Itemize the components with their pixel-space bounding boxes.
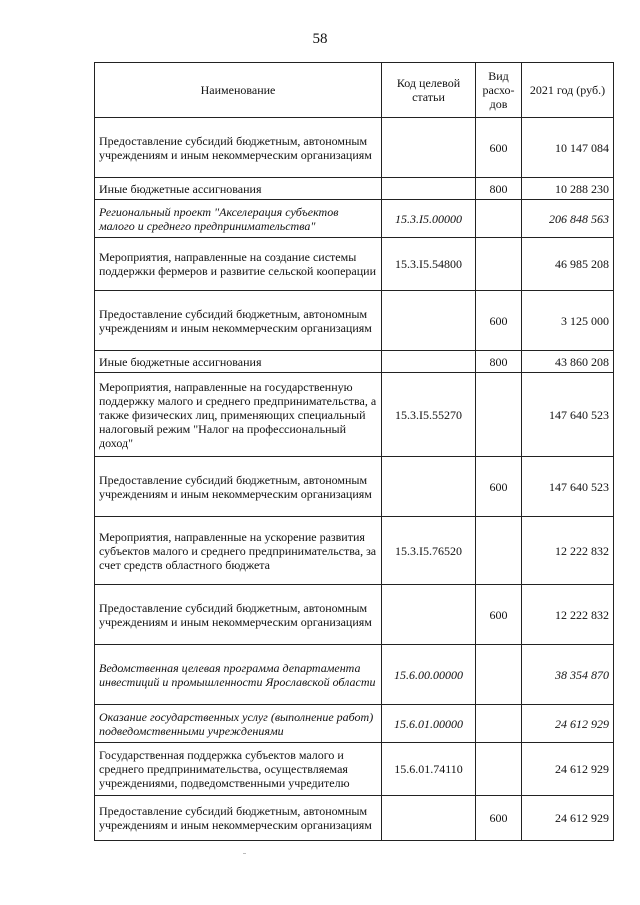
scan-mark — [243, 853, 246, 854]
header-amount: 2021 год (руб.) — [522, 63, 614, 118]
row-code — [382, 178, 476, 200]
header-type: Вид расхо-дов — [476, 63, 522, 118]
row-code — [382, 796, 476, 841]
row-type: 600 — [476, 796, 522, 841]
row-code: 15.6.00.00000 — [382, 645, 476, 705]
row-amount: 43 860 208 — [522, 351, 614, 373]
row-amount: 206 848 563 — [522, 200, 614, 238]
row-amount: 3 125 000 — [522, 291, 614, 351]
row-name: Ведомственная целевая программа департамента инвестиций и промышленности Ярославской области — [95, 645, 382, 705]
row-code — [382, 457, 476, 517]
table-row — [95, 457, 614, 517]
row-type — [476, 645, 522, 705]
row-name: Иные бюджетные ассигнования — [95, 351, 382, 373]
row-type — [476, 200, 522, 238]
row-amount: 38 354 870 — [522, 645, 614, 705]
row-name: Предоставление субсидий бюджетным, автономным учреждениям и иным некоммерческим организациям — [95, 585, 382, 645]
table-row — [95, 743, 614, 796]
table-row — [95, 645, 614, 705]
row-amount: 147 640 523 — [522, 457, 614, 517]
row-amount: 12 222 832 — [522, 585, 614, 645]
table-row — [95, 178, 614, 200]
table-row — [95, 585, 614, 645]
row-amount: 24 612 929 — [522, 796, 614, 841]
row-type: 600 — [476, 291, 522, 351]
row-code: 15.3.I5.54800 — [382, 238, 476, 291]
row-code: 15.6.01.74110 — [382, 743, 476, 796]
row-code — [382, 351, 476, 373]
header-row — [95, 63, 614, 118]
row-type — [476, 743, 522, 796]
header-code: Код целевой статьи — [382, 63, 476, 118]
budget-table — [94, 62, 614, 841]
table-row — [95, 200, 614, 238]
row-code: 15.6.01.00000 — [382, 705, 476, 743]
row-amount: 46 985 208 — [522, 238, 614, 291]
table-row — [95, 796, 614, 841]
row-amount: 10 288 230 — [522, 178, 614, 200]
row-name: Предоставление субсидий бюджетным, автономным учреждениям и иным некоммерческим организациям — [95, 796, 382, 841]
row-code — [382, 291, 476, 351]
row-name: Оказание государственных услуг (выполнение работ) подведомственными учреждениями — [95, 705, 382, 743]
row-type: 600 — [476, 585, 522, 645]
table-body — [95, 118, 614, 841]
row-name: Предоставление субсидий бюджетным, автономным учреждениям и иным некоммерческим организациям — [95, 118, 382, 178]
row-name: Государственная поддержка субъектов малого и среднего предпринимательства, осуществляемая учреждениями, подведомственными учредителю — [95, 743, 382, 796]
table-header — [95, 63, 614, 118]
row-name: Предоставление субсидий бюджетным, автономным учреждениям и иным некоммерческим организациям — [95, 291, 382, 351]
row-type — [476, 238, 522, 291]
row-code — [382, 585, 476, 645]
row-amount: 147 640 523 — [522, 373, 614, 457]
table-row — [95, 705, 614, 743]
row-amount: 12 222 832 — [522, 517, 614, 585]
row-type: 800 — [476, 351, 522, 373]
table-row — [95, 373, 614, 457]
row-type — [476, 705, 522, 743]
row-amount: 10 147 084 — [522, 118, 614, 178]
table-row — [95, 238, 614, 291]
table-row — [95, 517, 614, 585]
row-amount: 24 612 929 — [522, 743, 614, 796]
row-type: 800 — [476, 178, 522, 200]
row-name: Региональный проект "Акселерация субъектов малого и среднего предпринимательства" — [95, 200, 382, 238]
table-row — [95, 118, 614, 178]
row-name: Мероприятия, направленные на государственную поддержку малого и среднего предпринимательства, а также физических лиц, применяющих специальный налоговый режим "Налог на профессиональный доход" — [95, 373, 382, 457]
row-code — [382, 118, 476, 178]
row-type — [476, 517, 522, 585]
row-type — [476, 373, 522, 457]
row-code: 15.3.I5.76520 — [382, 517, 476, 585]
page-number: 58 — [312, 31, 328, 47]
row-name: Предоставление субсидий бюджетным, автономным учреждениям и иным некоммерческим организациям — [95, 457, 382, 517]
table-row — [95, 291, 614, 351]
row-amount: 24 612 929 — [522, 705, 614, 743]
row-name: Мероприятия, направленные на ускорение развития субъектов малого и среднего предпринимательства, за счет средств областного бюджета — [95, 517, 382, 585]
row-name: Иные бюджетные ассигнования — [95, 178, 382, 200]
row-name: Мероприятия, направленные на создание системы поддержки фермеров и развитие сельской кооперации — [95, 238, 382, 291]
header-name: Наименование — [95, 63, 382, 118]
row-type: 600 — [476, 118, 522, 178]
row-type: 600 — [476, 457, 522, 517]
table-row — [95, 351, 614, 373]
row-code: 15.3.I5.00000 — [382, 200, 476, 238]
row-code: 15.3.I5.55270 — [382, 373, 476, 457]
